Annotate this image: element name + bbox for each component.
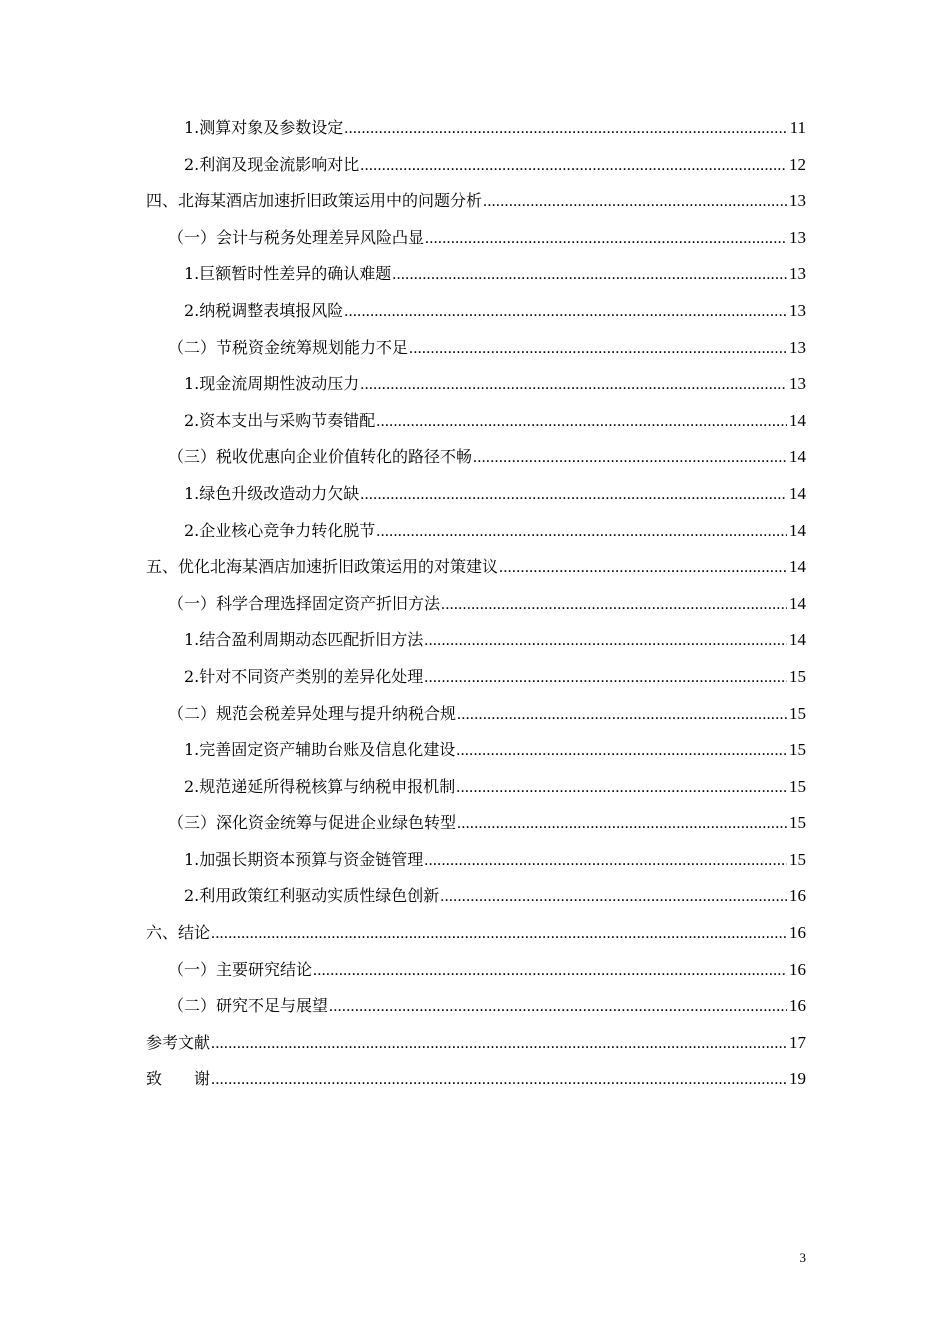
toc-entry-title: 五、优化北海某酒店加速折旧政策运用的对策建议 bbox=[146, 557, 499, 577]
toc-entry[interactable] bbox=[146, 330, 806, 367]
toc-entry-page: 15 bbox=[789, 740, 806, 760]
toc-leader-dots bbox=[440, 879, 787, 916]
toc-entry-page: 12 bbox=[789, 154, 806, 174]
toc-entry-page: 14 bbox=[789, 447, 806, 467]
toc-entry-title: （二）规范会税差异处理与提升纳税合规 bbox=[168, 703, 457, 723]
toc-entry-title: 1.绿色升级改造动力欠缺 bbox=[184, 483, 360, 503]
toc-leader-dots bbox=[441, 587, 787, 624]
toc-leader-dots bbox=[457, 806, 787, 843]
toc-leader-dots bbox=[360, 148, 787, 185]
toc-entry[interactable] bbox=[146, 586, 806, 623]
toc-entry[interactable] bbox=[146, 805, 806, 842]
toc-entry[interactable] bbox=[146, 696, 806, 733]
toc-entry-page: 14 bbox=[789, 557, 806, 577]
toc-entry[interactable] bbox=[146, 622, 806, 659]
toc-entry[interactable] bbox=[146, 1025, 806, 1062]
toc-entry-page: 13 bbox=[789, 264, 806, 284]
toc-leader-dots bbox=[313, 953, 787, 990]
toc-entry-page: 13 bbox=[789, 374, 806, 394]
toc-entry-page: 14 bbox=[789, 520, 806, 540]
toc-entry[interactable] bbox=[146, 293, 806, 330]
toc-entry-page: 14 bbox=[789, 630, 806, 650]
toc-entry-page: 15 bbox=[789, 813, 806, 833]
toc-entry-page: 13 bbox=[789, 337, 806, 357]
toc-leader-dots bbox=[376, 514, 787, 551]
toc-leader-dots bbox=[211, 1062, 787, 1099]
toc-entry[interactable] bbox=[146, 915, 806, 952]
toc-entry[interactable] bbox=[146, 256, 806, 293]
toc-entry-page: 16 bbox=[789, 886, 806, 906]
toc-entry[interactable] bbox=[146, 988, 806, 1025]
toc-entry-title: （三）深化资金统筹与促进企业绿色转型 bbox=[168, 813, 457, 833]
toc-leader-dots bbox=[360, 477, 787, 514]
toc-entry-page: 15 bbox=[789, 776, 806, 796]
toc-entry-title: 2.纳税调整表填报风险 bbox=[184, 300, 344, 320]
toc-entry-title: 1.完善固定资产辅助台账及信息化建设 bbox=[184, 740, 456, 760]
toc-leader-dots bbox=[456, 733, 787, 770]
toc-leader-dots bbox=[499, 550, 787, 587]
table-of-contents bbox=[146, 110, 806, 1098]
toc-leader-dots bbox=[456, 770, 787, 807]
toc-entry[interactable] bbox=[146, 220, 806, 257]
toc-leader-dots bbox=[329, 989, 787, 1026]
toc-leader-dots bbox=[424, 843, 787, 880]
toc-entry-title: 1.测算对象及参数设定 bbox=[184, 118, 344, 137]
toc-entry-title: 六、结论 bbox=[146, 923, 211, 943]
toc-leader-dots bbox=[457, 697, 787, 734]
toc-leader-dots bbox=[424, 623, 787, 660]
toc-entry-title: 1.巨额暂时性差异的确认难题 bbox=[184, 264, 392, 284]
toc-entry-page: 14 bbox=[789, 483, 806, 503]
toc-entry-page: 16 bbox=[789, 959, 806, 979]
toc-entry-page: 17 bbox=[789, 1032, 806, 1052]
toc-entry-title: （一）主要研究结论 bbox=[168, 959, 313, 979]
toc-entry-title: （二）研究不足与展望 bbox=[168, 996, 329, 1016]
toc-entry-page: 15 bbox=[789, 666, 806, 686]
toc-entry[interactable] bbox=[146, 366, 806, 403]
toc-entry-title: 四、北海某酒店加速折旧政策运用中的问题分析 bbox=[146, 191, 483, 211]
toc-leader-dots bbox=[344, 111, 787, 148]
toc-entry-page: 14 bbox=[789, 593, 806, 613]
toc-entry-page: 13 bbox=[789, 191, 806, 211]
toc-entry-title: 致 谢 bbox=[146, 1069, 211, 1089]
toc-entry-title: （三）税收优惠向企业价值转化的路径不畅 bbox=[168, 447, 473, 467]
toc-entry-page: 11 bbox=[789, 118, 806, 137]
toc-entry[interactable] bbox=[146, 769, 806, 806]
toc-entry[interactable] bbox=[146, 549, 806, 586]
toc-entry-page: 13 bbox=[789, 300, 806, 320]
toc-entry-title: 1.加强长期资本预算与资金链管理 bbox=[184, 849, 424, 869]
toc-entry-page: 16 bbox=[789, 923, 806, 943]
toc-leader-dots bbox=[483, 184, 787, 221]
toc-leader-dots bbox=[376, 404, 787, 441]
toc-leader-dots bbox=[360, 367, 787, 404]
toc-entry-title: 2.针对不同资产类别的差异化处理 bbox=[184, 666, 424, 686]
toc-entry-page: 14 bbox=[789, 410, 806, 430]
toc-entry[interactable] bbox=[146, 147, 806, 184]
toc-entry-title: 2.利润及现金流影响对比 bbox=[184, 154, 360, 174]
toc-entry-title: 2.利用政策红利驱动实质性绿色创新 bbox=[184, 886, 440, 906]
toc-leader-dots bbox=[211, 1026, 787, 1063]
toc-entry[interactable] bbox=[146, 732, 806, 769]
toc-entry[interactable] bbox=[146, 476, 806, 513]
toc-entry-page: 19 bbox=[789, 1069, 806, 1089]
toc-leader-dots bbox=[409, 331, 787, 368]
toc-entry-page: 15 bbox=[789, 849, 806, 869]
toc-entry[interactable] bbox=[146, 183, 806, 220]
toc-entry-page: 15 bbox=[789, 703, 806, 723]
toc-leader-dots bbox=[425, 221, 787, 258]
toc-entry[interactable] bbox=[146, 659, 806, 696]
toc-entry[interactable] bbox=[146, 878, 806, 915]
toc-entry-title: 1.现金流周期性波动压力 bbox=[184, 374, 360, 394]
toc-entry[interactable] bbox=[146, 1061, 806, 1098]
toc-entry-title: 2.企业核心竞争力转化脱节 bbox=[184, 520, 376, 540]
toc-entry-title: 1.结合盈利周期动态匹配折旧方法 bbox=[184, 630, 424, 650]
toc-entry-title: （二）节税资金统筹规划能力不足 bbox=[168, 337, 409, 357]
toc-entry-page: 16 bbox=[789, 996, 806, 1016]
toc-leader-dots bbox=[424, 660, 787, 697]
toc-entry[interactable] bbox=[146, 403, 806, 440]
toc-entry-title: （一）科学合理选择固定资产折旧方法 bbox=[168, 593, 441, 613]
toc-leader-dots bbox=[473, 440, 787, 477]
toc-entry-title: 2.资本支出与采购节奏错配 bbox=[184, 410, 376, 430]
toc-entry[interactable] bbox=[146, 842, 806, 879]
toc-entry[interactable] bbox=[146, 439, 806, 476]
toc-entry-page: 13 bbox=[789, 227, 806, 247]
toc-leader-dots bbox=[211, 916, 787, 953]
toc-entry[interactable] bbox=[146, 513, 806, 550]
toc-entry-title: （一）会计与税务处理差异风险凸显 bbox=[168, 227, 425, 247]
toc-leader-dots bbox=[344, 294, 787, 331]
page-number: 3 bbox=[799, 1250, 806, 1265]
toc-entry[interactable] bbox=[146, 110, 806, 147]
toc-entry-title: 2.规范递延所得税核算与纳税申报机制 bbox=[184, 776, 456, 796]
toc-leader-dots bbox=[392, 257, 787, 294]
toc-entry[interactable] bbox=[146, 952, 806, 989]
toc-entry-title: 参考文献 bbox=[146, 1032, 211, 1052]
